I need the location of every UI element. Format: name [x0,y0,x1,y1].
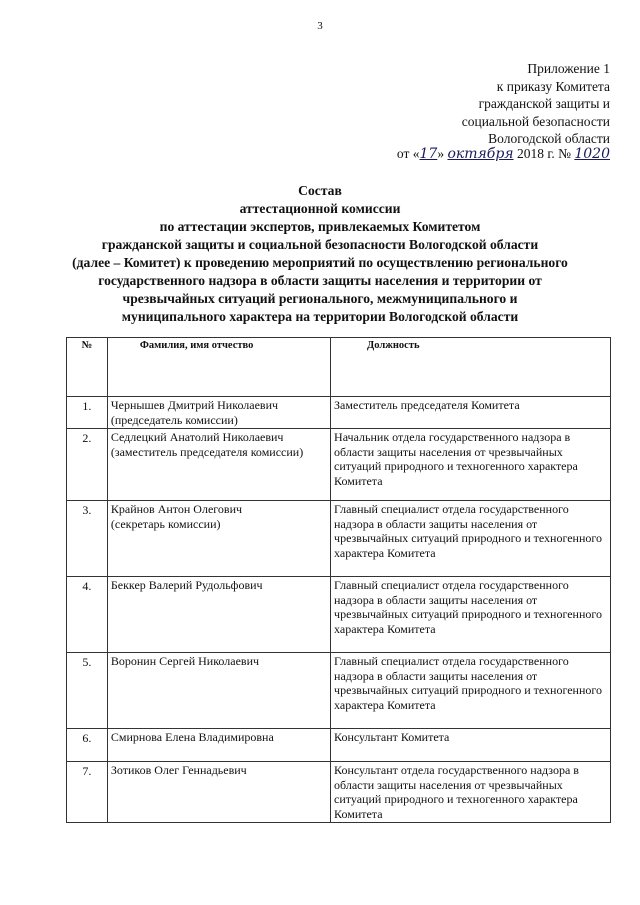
member-position: Консультант отдела государственного надзора в области защиты населения от чрезвычайных ситуаций природного и техногенного характера Комитета [331,762,611,823]
member-position: Заместитель председателя Комитета [331,397,611,429]
row-number: 6. [67,729,108,762]
title-line: по аттестации экспертов, привлекаемых Комитетом [159,219,481,234]
table-row [67,501,611,577]
table-row [67,577,611,653]
commission-table [66,337,611,823]
member-position: Главный специалист отдела государственного надзора в области защиты населения от чрезвычайных ситуаций природного и техногенного характера Комитета [331,501,611,577]
appendix-line: гражданской защиты и [478,96,610,111]
order-day-handwritten: 17 [419,146,438,162]
row-number: 1. [67,397,108,429]
member-cell [107,653,330,729]
member-name: Крайнов Антон Олегович [110,502,243,516]
row-number: 5. [67,653,108,729]
table-row [67,762,611,823]
row-number: 3. [67,501,108,577]
row-number: 7. [67,762,108,823]
member-name: Седлецкий Анатолий Николаевич [110,430,284,444]
table-row [67,429,611,501]
member-position: Консультант Комитета [331,729,611,762]
member-cell [107,501,330,577]
member-position: Главный специалист отдела государственного надзора в области защиты населения от чрезвычайных ситуаций природного и техногенного характера Комитета [331,653,611,729]
header-name: Фамилия, имя отчество [107,338,330,397]
member-cell [107,577,330,653]
title-line: (далее – Комитет) к проведению мероприятий по осуществлению регионального [72,255,568,270]
member-cell [107,762,330,823]
order-date-line [397,146,610,162]
title-line: гражданской защиты и социальной безопасности Вологодской области [101,237,539,252]
member-position: Начальник отдела государственного надзора в области защиты населения от чрезвычайных ситуаций природного и техногенного характера Комитета [331,429,611,501]
title-line: Состав [298,183,342,198]
table-row [67,397,611,429]
member-name: Смирнова Елена Владимировна [110,730,274,744]
member-cell [107,729,330,762]
member-name: Зотиков Олег Геннадьевич [110,763,247,777]
order-month-handwritten: октября [447,146,514,162]
appendix-block [420,60,610,148]
title-line: государственного надзора в области защиты населения и территории от [98,273,542,288]
table-row [67,729,611,762]
member-role: (председатель комиссии) [110,412,238,427]
member-name: Беккер Валерий Рудольфович [110,578,263,592]
order-number-handwritten: 1020 [574,146,610,162]
member-name: Воронин Сергей Николаевич [110,654,260,668]
table-header-row [67,338,611,397]
member-role: (заместитель председателя комиссии) [110,444,304,459]
member-name: Чернышев Дмитрий Николаевич [110,398,279,412]
member-cell [107,429,330,501]
member-cell [107,397,330,429]
member-position: Главный специалист отдела государственного надзора в области защиты населения от чрезвычайных ситуаций природного и техногенного характера Комитета [331,577,611,653]
page-number: 3 [317,20,323,32]
row-number: 4. [67,577,108,653]
order-year: 2018 г. № [516,146,571,161]
header-number: № [67,338,108,397]
row-number: 2. [67,429,108,501]
member-role: (секретарь комиссии) [110,516,221,531]
appendix-line: Вологодской области [488,131,610,146]
table-row [67,653,611,729]
title-line: аттестационной комиссии [239,201,401,216]
order-mid: » [437,146,445,161]
order-prefix: от « [396,146,420,161]
document-title [40,182,600,326]
appendix-line: к приказу Комитета [496,78,610,94]
header-position: Должность [331,338,611,397]
title-line: муниципального характера на территории Вологодской области [121,309,519,324]
appendix-line: социальной безопасности [461,113,610,129]
title-line: чрезвычайных ситуаций регионального, межмуниципального и [122,291,518,306]
appendix-line: Приложение 1 [527,61,610,76]
